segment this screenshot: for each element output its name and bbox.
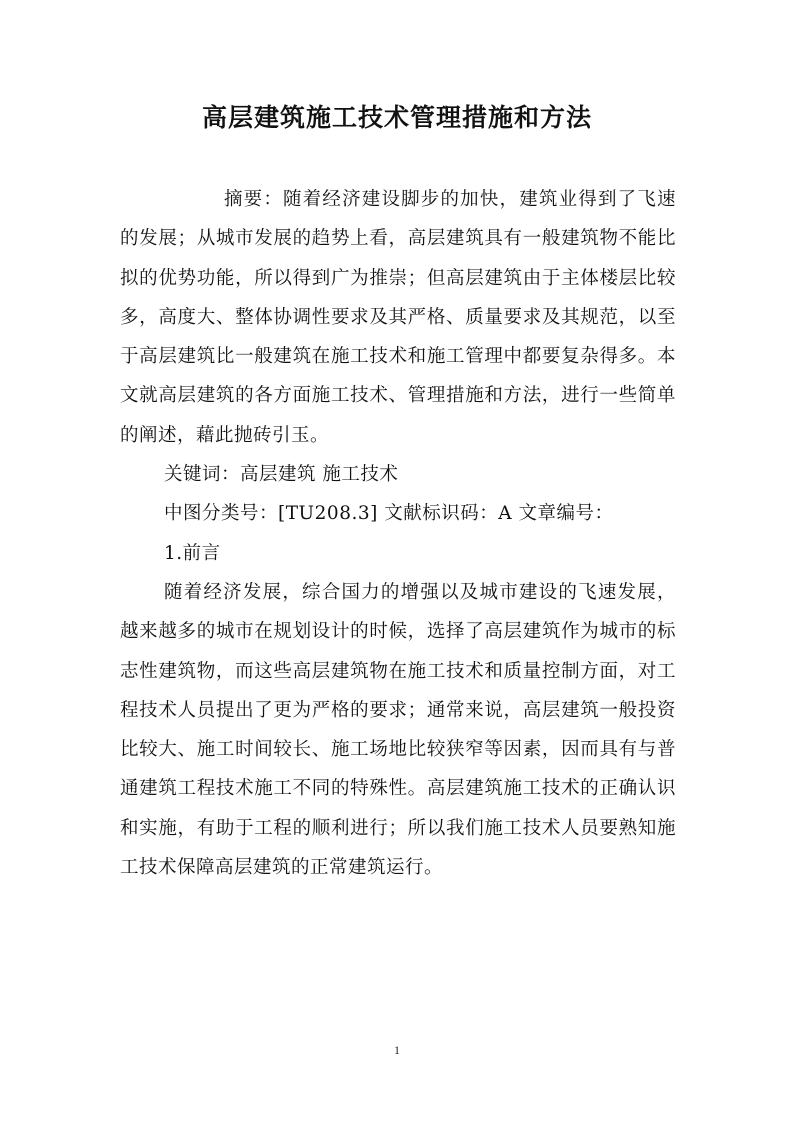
page-number: 1: [394, 1043, 400, 1057]
abstract-paragraph: 摘要：随着经济建设脚步的加快，建筑业得到了飞速的发展；从城市发展的趋势上看，高层建筑具有一般建筑物不能比拟的优势功能，所以得到广为推崇；但高层建筑由于主体楼层比较多，高度大、整体协调性要求及其严格、质量要求及其规范，以至于高层建筑比一般建筑在施工技术和施工管理中都要复杂得多。本文就高层建筑的各方面施工技术、管理措施和方法，进行一些简单的阐述，藉此抛砖引玉。: [120, 189, 676, 446]
section-heading: 1.前言: [164, 542, 221, 564]
document-title: 高层建筑施工技术管理措施和方法: [201, 103, 592, 132]
keywords-line: 关键词：高层建筑 施工技术: [164, 464, 399, 486]
classification-line: 中图分类号：[TU208.3] 文献标识码：A 文章编号：: [164, 503, 614, 525]
intro-paragraph: 随着经济发展，综合国力的增强以及城市建设的飞速发展，越来越多的城市在规划设计的时候，选择了高层建筑作为城市的标志性建筑物，而这些高层建筑物在施工技术和质量控制方面，对工程技术人员提出了更为严格的要求；通常来说，高层建筑一般投资比较大、施工时间较长、施工场地比较狭窄等因素，因而具有与普通建筑工程技术施工不同的特殊性。高层建筑施工技术的正确认识和实施，有助于工程的顺利进行；所以我们施工技术人员要熟知施工技术保障高层建筑的正常建筑运行。: [120, 581, 676, 879]
body-text: [120, 180, 676, 887]
